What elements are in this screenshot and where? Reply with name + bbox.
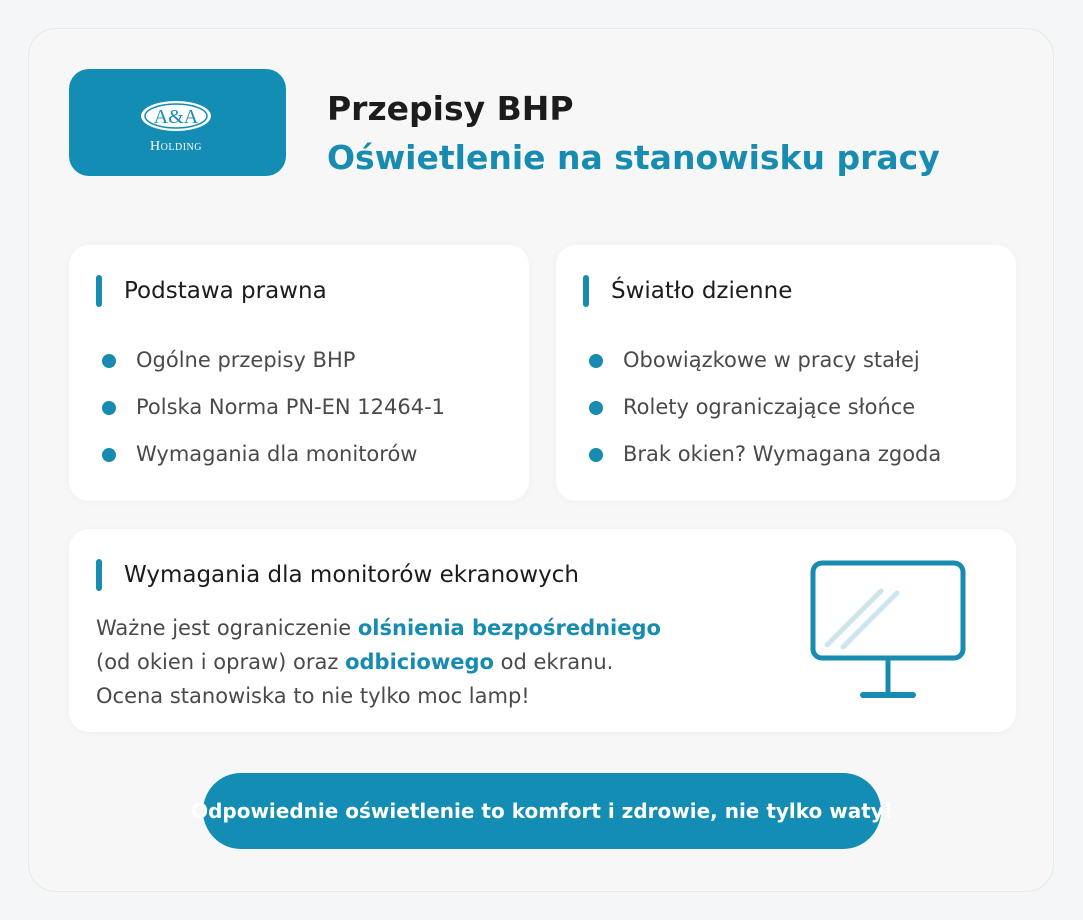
list-item-text: Obowiązkowe w pracy stałej: [623, 348, 920, 372]
list-item: [589, 337, 941, 384]
info-card: [28, 28, 1054, 892]
list-item: [102, 384, 445, 431]
daylight-heading: Światło dzienne: [611, 278, 793, 304]
logo-emblem-icon: [69, 69, 286, 176]
paragraph-line: [96, 611, 661, 645]
accent-bar: [96, 559, 102, 591]
daylight-list: [589, 337, 941, 478]
bullet-icon: [102, 354, 116, 368]
accent-bar: [96, 275, 102, 307]
footer-banner: [191, 773, 893, 849]
page-subtitle: Oświetlenie na stanowisku pracy: [327, 138, 940, 177]
bullet-icon: [102, 401, 116, 415]
legal-basis-panel: [69, 245, 529, 501]
bullet-icon: [102, 448, 116, 462]
list-item-text: Brak okien? Wymagana zgoda: [623, 442, 942, 466]
text-segment: od ekranu.: [493, 650, 614, 674]
bullet-icon: [589, 401, 603, 415]
text-segment: (od okien i opraw) oraz: [96, 650, 346, 674]
list-item-text: Ogólne przepisy BHP: [136, 348, 356, 372]
daylight-panel: [556, 245, 1016, 501]
monitor-requirements-text: [96, 611, 661, 713]
monitor-requirements-panel: [69, 529, 1016, 732]
logo-subtitle: Holding: [150, 139, 202, 154]
bullet-icon: [589, 354, 603, 368]
panel-heading: [96, 559, 579, 591]
highlight-direct-glare: olśnienia bezpośredniego: [357, 616, 661, 640]
bullet-icon: [589, 448, 603, 462]
paragraph-line: [96, 645, 661, 679]
text-segment: Ważne jest ograniczenie: [96, 616, 358, 640]
legal-basis-heading: Podstawa prawna: [124, 278, 327, 304]
company-logo: [69, 69, 286, 176]
logo-name: A&A: [153, 106, 199, 128]
accent-bar: [583, 275, 589, 307]
monitor-icon: [809, 559, 969, 701]
page-title: Przepisy BHP: [327, 89, 574, 128]
list-item-text: Wymagania dla monitorów: [136, 442, 418, 466]
legal-basis-list: [102, 337, 445, 478]
panel-heading: [96, 275, 327, 307]
panel-heading: [583, 275, 792, 307]
list-item-text: Rolety ograniczające słońce: [623, 395, 916, 419]
list-item: [102, 431, 445, 478]
list-item: [102, 337, 445, 384]
highlight-reflected-glare: odbiciowego: [345, 650, 494, 674]
list-item-text: Polska Norma PN-EN 12464-1: [136, 395, 446, 419]
paragraph-line: Ocena stanowiska to nie tylko moc lamp!: [96, 684, 530, 708]
list-item: [589, 431, 941, 478]
monitor-requirements-heading: Wymagania dla monitorów ekranowych: [124, 562, 579, 588]
list-item: [589, 384, 941, 431]
footer-text: Odpowiednie oświetlenie to komfort i zdrowie, nie tylko waty!: [191, 799, 893, 823]
